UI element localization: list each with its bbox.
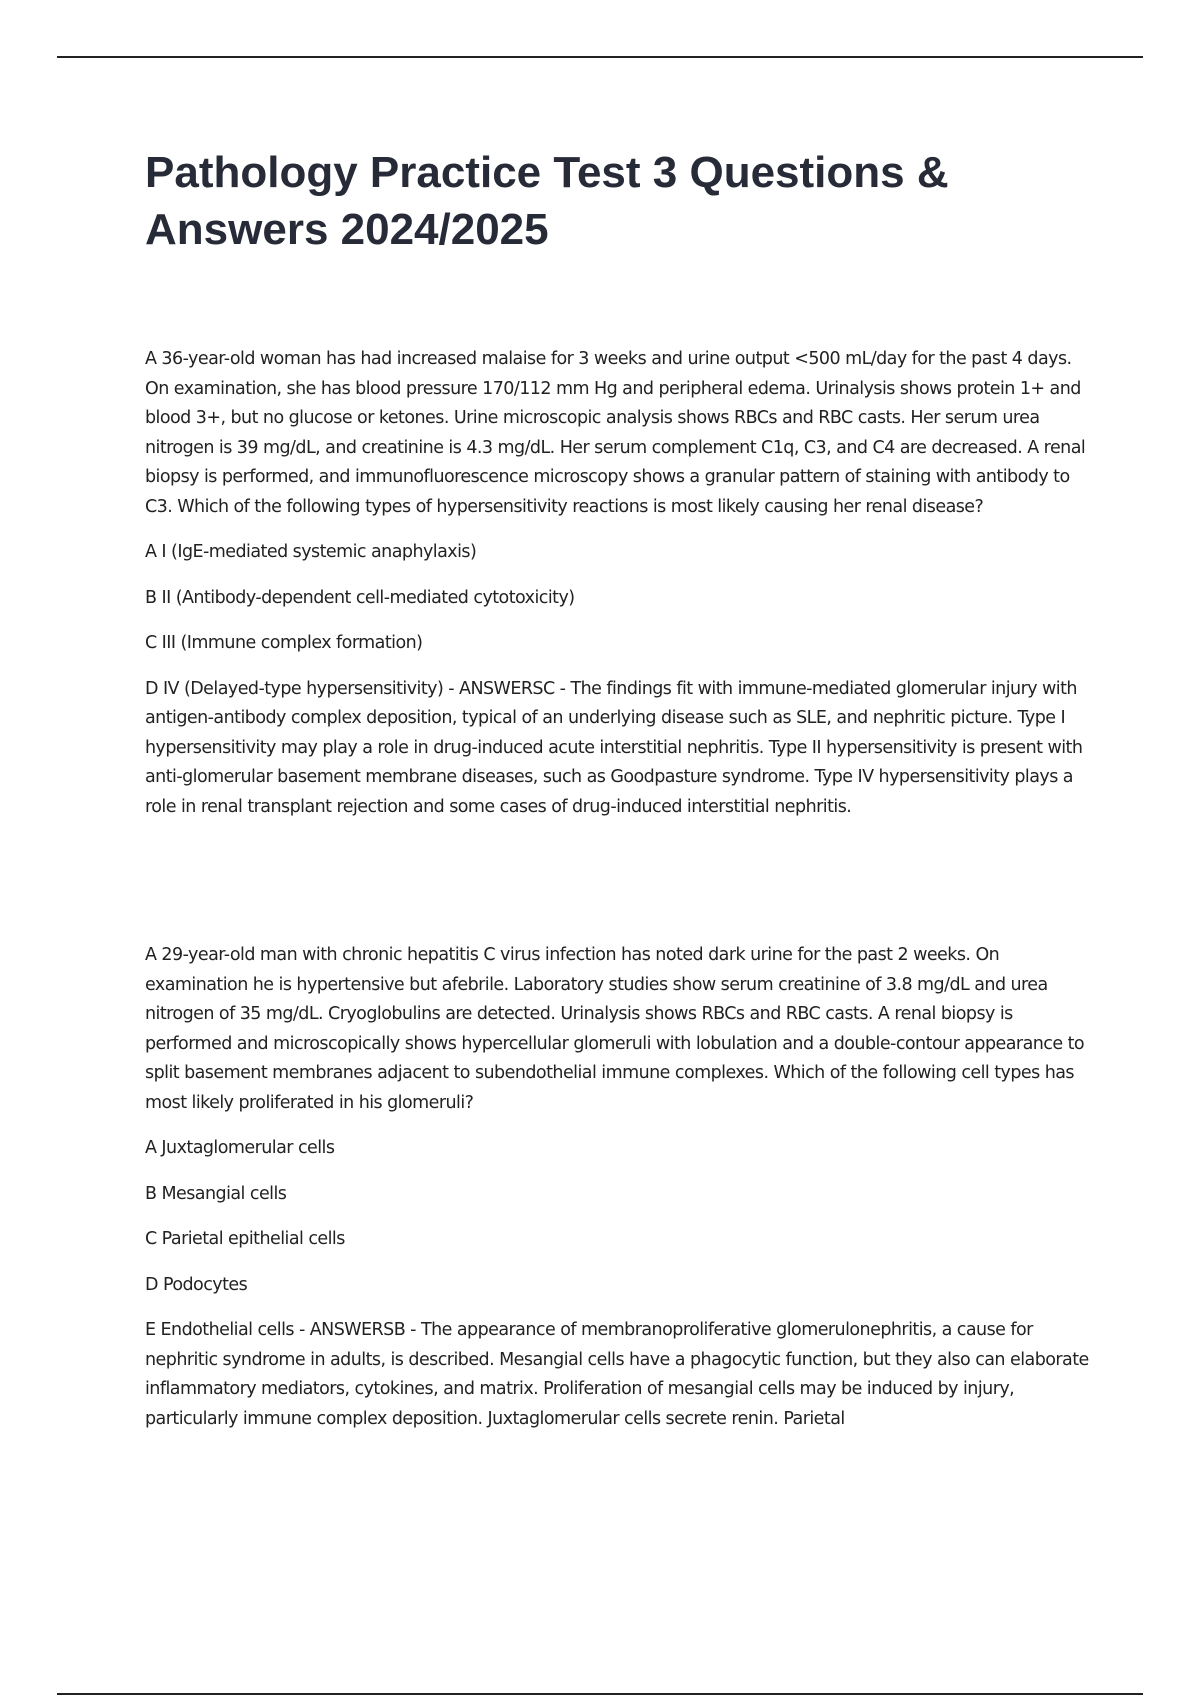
answer-option: A Juxtaglomerular cells — [145, 1138, 335, 1158]
answer-explanation: D IV (Delayed-type hypersensitivity) - ANSWERSC - The findings fit with immune-mediated glomerular injury with antigen-antibody complex deposition, typical of an underlying disease such as SLE, and nephritic picture. Type I hypersensitivity may play a role in drug-induced acute interstitial nephritis. Type II hypersensitivity is present with anti-glomerular basement membrane diseases, such as Goodpasture syndrome. Type IV hypersensitivity plays a role in renal transplant rejection and some cases of drug-induced interstitial nephritis. — [145, 678, 1083, 817]
answer-option: B Mesangial cells — [145, 1183, 287, 1204]
answer-option: A I (IgE-mediated systemic anaphylaxis) — [145, 542, 477, 562]
answer-option: C III (Immune complex formation) — [145, 633, 423, 653]
page-title: Pathology Practice Test 3 Questions & Answers 2024/2025 — [145, 148, 949, 254]
question-block-2 — [145, 941, 1089, 1450]
question-stem: A 36-year-old woman has had increased malaise for 3 weeks and urine output <500 mL/day for the past 4 days. On examination, she has blood pressure 170/112 mm Hg and peripheral edema. Urinalysis shows protein 1+ and blood 3+, but no glucose or ketones. Urine microscopic analysis shows RBCs and RBC casts. Her serum urea nitrogen is 39 mg/dL, and creatinine is 4.3 mg/dL. Her serum complement C1q, C3, and C4 are decreased. A renal biopsy is performed, and immunofluorescence microscopy shows a granular pattern of staining with antibody to C3. Which of the following types of hypersensitivity reactions is most likely causing her renal disease? — [145, 349, 1086, 517]
bottom-rule — [57, 1693, 1143, 1695]
answer-explanation: E Endothelial cells - ANSWERSB - The appearance of membranoproliferative glomerulonephritis, a cause for nephritic syndrome in adults, is described. Mesangial cells have a phagocytic function, but they also can elaborate inflammatory mediators, cytokines, and matrix. Proliferation of mesangial cells may be induced by injury, particularly immune complex deposition. Juxtaglomerular cells secrete renin. Parietal — [145, 1320, 1089, 1429]
answer-option: C Parietal epithelial cells — [145, 1229, 345, 1249]
question-stem: A 29-year-old man with chronic hepatitis C virus infection has noted dark urine for the past 2 weeks. On examination he is hypertensive but afebrile. Laboratory studies show serum creatinine of 3.8 mg/dL and urea nitrogen of 35 mg/dL. Cryoglobulins are detected. Urinalysis shows RBCs and RBC casts. A renal biopsy is performed and microscopically shows hypercellular glomeruli with lobulation and a double-contour appearance to split basement membranes adjacent to subendothelial immune complexes. Which of the following cell types has most likely proliferated in his glomeruli? — [145, 945, 1085, 1113]
question-block-1 — [145, 345, 1089, 838]
answer-option: B II (Antibody-dependent cell-mediated cytotoxicity) — [145, 587, 575, 608]
answer-option: D Podocytes — [145, 1274, 248, 1295]
top-rule — [57, 56, 1143, 58]
